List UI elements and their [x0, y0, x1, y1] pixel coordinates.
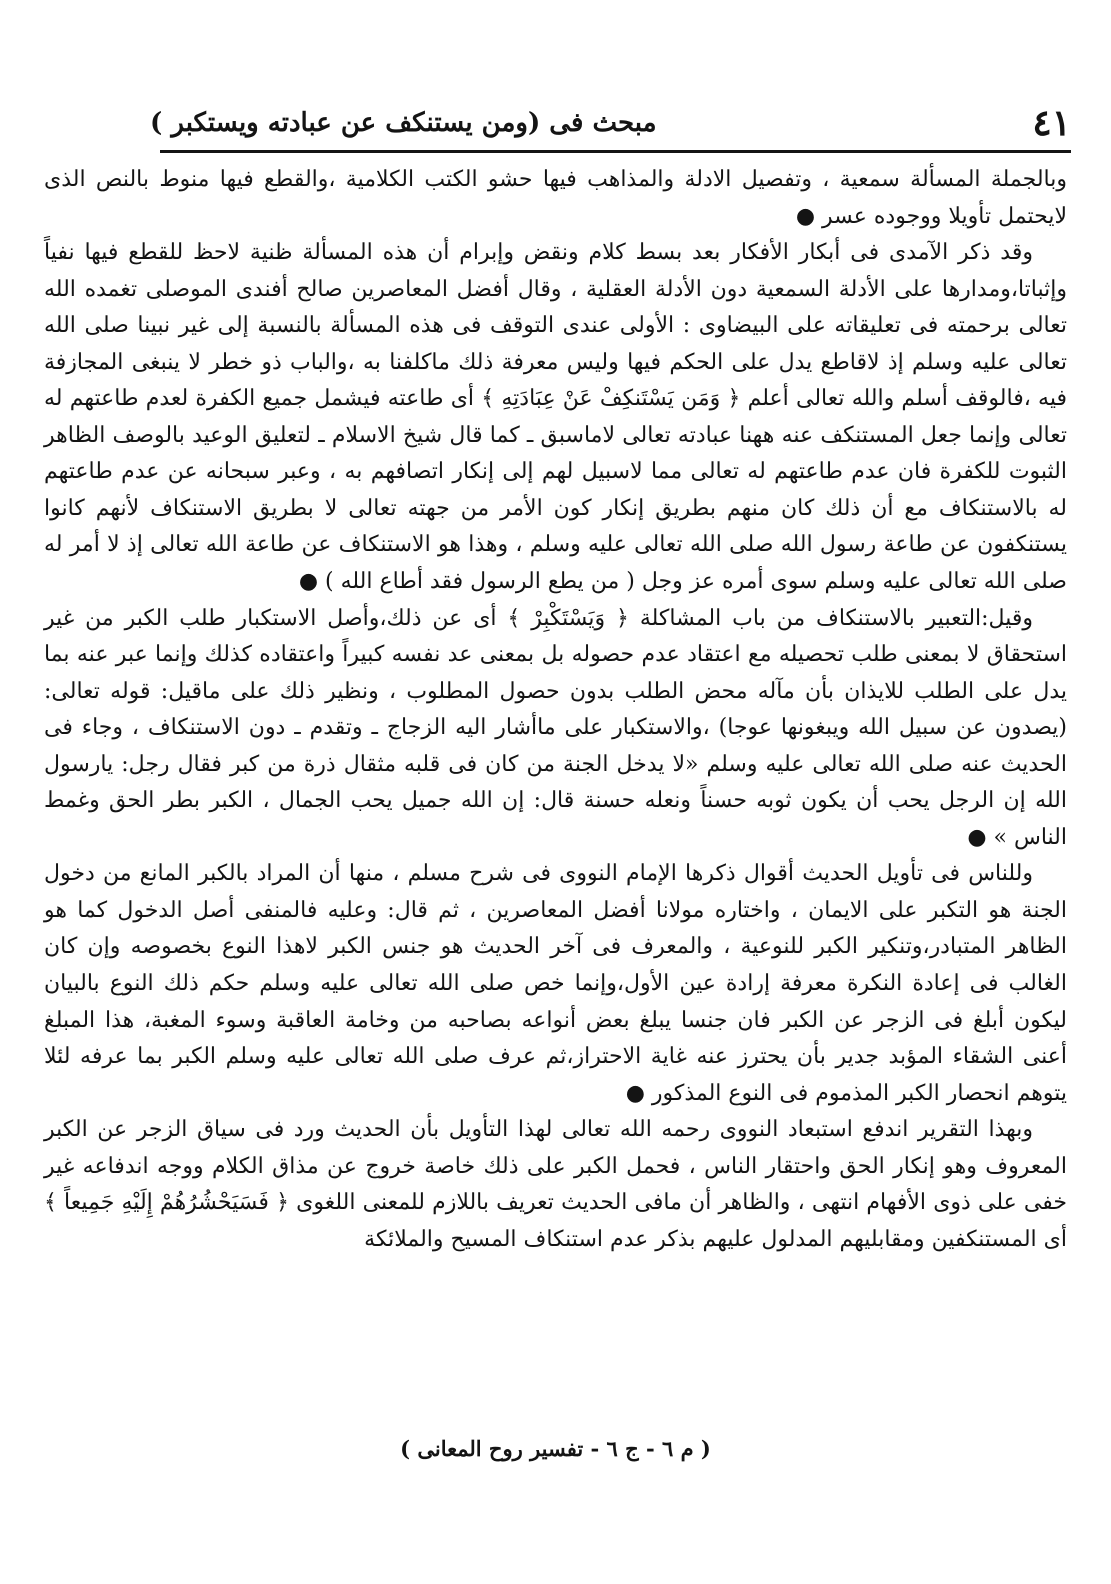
paragraph: وللناس فى تأويل الحديث أقوال ذكرها الإمام النووى فى شرح مسلم ، منها أن المراد بالكبر المانع من دخول الجنة هو التكبر على الايمان ، واختاره مولانا أفضل المعاصرين ، ثم قال: وعليه فالمنفى أصل الدخول كما هو الظاهر المتبادر،وتنكير الكبر للنوعية ، والمعرف فى آخر الحديث هو جنس الكبر لاهذا النوع بخصوصه وإن كان الغالب فى إعادة النكرة معرفة إرادة عين الأول،وإنما خص صلى الله تعالى عليه وسلم حكم ذلك النوع بالبيان ليكون أبلغ فى الزجر عن الكبر فان جنسا يبلغ بعض أنواعه بصاحبه من وخامة العاقبة وسوء المغبة، هذا المبلغ أعنى الشقاء المؤبد جدير بأن يحترز عنه غاية الاحتراز،ثم عرف صلى الله تعالى عليه وسلم الكبر بما عرفه لئلا يتوهم انحصار الكبر المذموم فى النوع المذكور ● [44, 861, 1067, 1106]
page-header [150, 98, 1071, 148]
page-number: ٤١ [1032, 102, 1071, 144]
paragraph: وبهذا التقرير اندفع استبعاد النووى رحمه الله تعالى لهذا التأويل بأن الحديث ورد فى سياق الزجر عن الكبر المعروف وهو إنكار الحق واحتقار الناس ، فحمل الكبر على ذلك خاصة خروج عن مذاق الكلام ووجه اندفاعه غير خفى على ذوى الأفهام انتهى ، والظاهر أن مافى الحديث تعريف باللازم للمعنى اللغوى ﴿ فَسَيَحْشُرُهُمْ إِلَيْهِ جَمِيعاً ﴾ أى المستنكفين ومقابليهم المدلول عليهم بذكر عدم استنكاف المسيح والملائكة [44, 1117, 1067, 1252]
page-footer: ( م ٦ - ج ٦ - تفسير روح المعانى ) [400, 1436, 711, 1461]
paragraph: وقد ذكر الآمدى فى أبكار الأفكار بعد بسط كلام ونقض وإبرام أن هذه المسألة ظنية لاحظ للقطع فيها نفياً وإثباتا،ومدارها على الأدلة السمعية دون الأدلة العقلية ، وقال أفضل المعاصرين صالح أفندى الموصلى تغمده الله تعالى برحمته فى تعليقاته على البيضاوى : الأولى عندى التوقف فى هذه المسألة بالنسبة إلى غير نبينا صلى الله تعالى عليه وسلم إذ لاقاطع يدل على الحكم فيها وليس معرفة ذلك ماكلفنا به ،والباب ذو خطر لا ينبغى المجازفة فيه ،فالوقف أسلم والله تعالى أعلم ﴿ وَمَن يَسْتَنكِفْ عَنْ عِبَادَتِهِ ﴾ أى طاعته فيشمل جميع الكفرة لعدم طاعتهم له تعالى وإنما جعل المستنكف عنه ههنا عبادته تعالى لاماسبق ـ كما قال شيخ الاسلام ـ لتعليق الوعيد بالوصف الظاهر الثبوت للكفرة فان عدم طاعتهم له تعالى مما لاسبيل لهم إلى إنكار اتصافهم به ، وعبر سبحانه عن عدم طاعتهم له بالاستنكاف مع أن ذلك كان منهم بطريق إنكار كون الأمر من جهته تعالى لا بطريق الاستنكاف لأنهم كانوا يستنكفون عن طاعة رسول الله صلى الله تعالى عليه وسلم ، وهذا هو الاستنكاف عن طاعة الله تعالى إذ لا أمر له صلى الله تعالى عليه وسلم سوى أمره عز وجل ( من يطع الرسول فقد أطاع الله ) ● [44, 240, 1067, 595]
paragraph: وبالجملة المسألة سمعية ، وتفصيل الادلة والمذاهب فيها حشو الكتب الكلامية ،والقطع فيها منوط بالنص الذى لايحتمل تأويلا ووجوده عسر ● [44, 167, 1067, 229]
running-title: مبحث فى (ومن يستنكف عن عبادته ويستكبر ) [150, 108, 657, 138]
body-text [44, 162, 1067, 1258]
paragraph: وقيل:التعبير بالاستنكاف من باب المشاكلة ﴿ وَيَسْتَكْبِرْ ﴾ أى عن ذلك،وأصل الاستكبار طلب الكبر من غير استحقاق لا بمعنى طلب تحصيله مع اعتقاد عدم حصوله بل بمعنى عد نفسه كبيراً واعتقاده كذلك وإنما عبر عنه بما يدل على الطلب للايذان بأن مآله محض الطلب بدون حصول المطلوب ، ونظير ذلك على ماقيل: قوله تعالى: (يصدون عن سبيل الله ويبغونها عوجا) ،والاستكبار على ماأشار اليه الزجاج ـ وتقدم ـ دون الاستنكاف ، وجاء فى الحديث عنه صلى الله تعالى عليه وسلم «لا يدخل الجنة من كان فى قلبه مثقال ذرة من كبر فقال رجل: يارسول الله إن الرجل يحب أن يكون ثوبه حسناً ونعله حسنة قال: إن الله جميل يحب الجمال ، الكبر بطر الحق وغمط الناس » ● [44, 605, 1067, 850]
header-divider [160, 150, 1071, 153]
